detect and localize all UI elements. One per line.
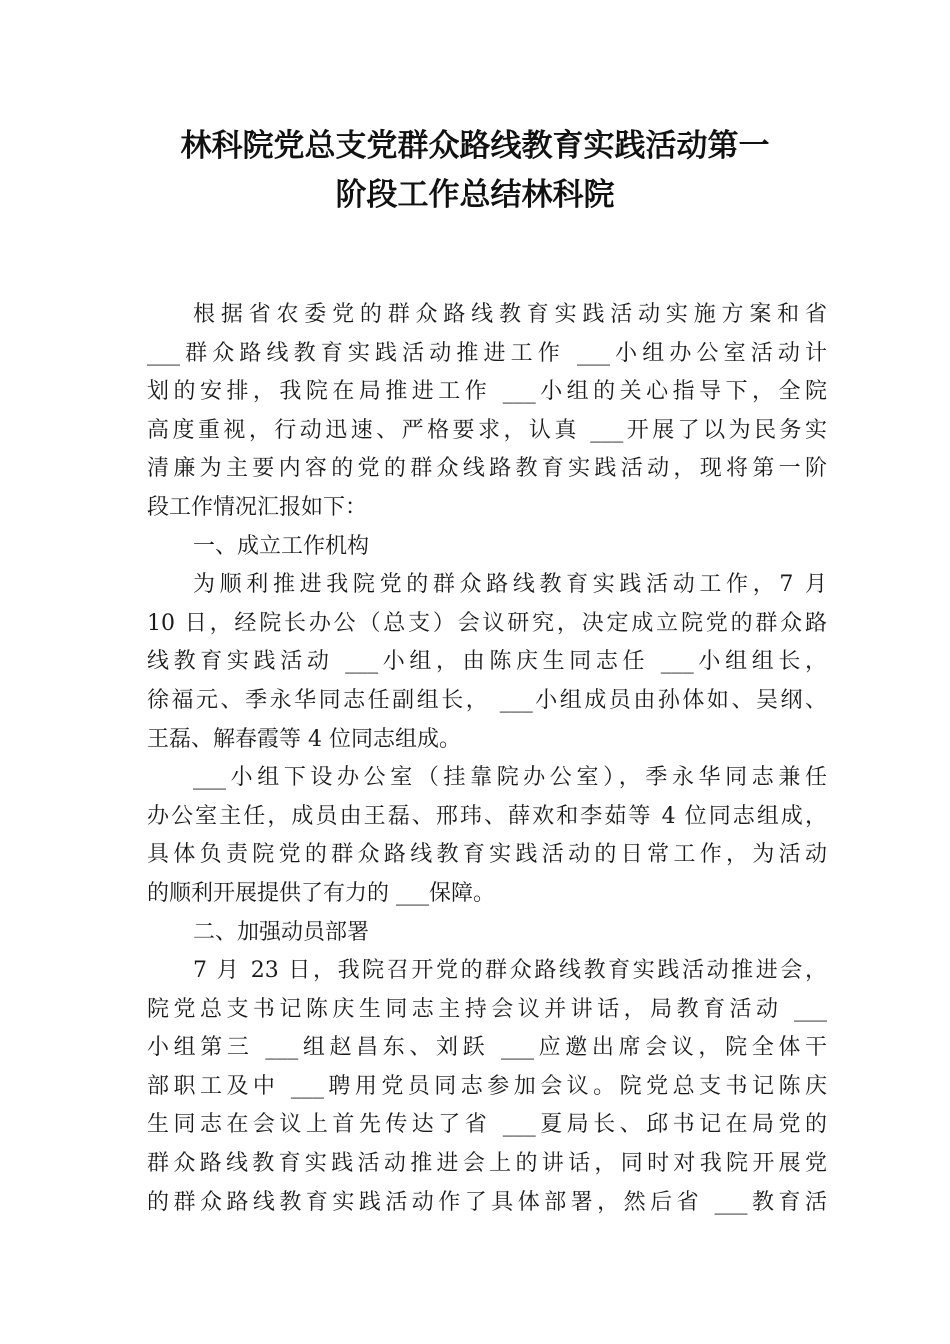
body-line: 清廉为主要内容的党的群众线路教育实践活动，现将第一阶 [147,456,827,482]
body-line: 一、成立工作机构 [193,533,370,559]
body-line: 10 日，经院长办公（总支）会议研究，决定成立院党的群众路 [147,610,827,636]
body-line: 群众路线教育实践活动推进会上的讲话，同时对我院开展党 [147,1151,827,1177]
document-title-line-2: 阶段工作总结林科院 [335,177,615,213]
body-line: 二、加强动员部署 [193,919,370,945]
body-line: 具体负责院党的群众路线教育实践活动的日常工作，为活动 [147,842,827,868]
body-line: 徐福元、季永华同志任副组长， ___小组成员由孙体如、吴纲、 [147,687,827,713]
body-line: 高度重视，行动迅速、严格要求，认真 ___开展了以为民务实 [147,417,827,443]
body-line: 7 月 23 日，我院召开党的群众路线教育实践活动推进会， [193,958,827,984]
body-line: 院党总支书记陈庆生同志主持会议并讲话，局教育活动 ___ [147,996,827,1022]
body-line: 的顺利开展提供了有力的 ___保障。 [147,880,495,906]
body-line: 段工作情况汇报如下： [147,494,368,520]
body-line: 划的安排，我院在局推进工作 ___小组的关心指导下，全院 [147,379,827,405]
body-line: 部职工及中 ___聘用党员同志参加会议。院党总支书记陈庆 [147,1073,827,1099]
document-body [147,296,827,1222]
body-line: ___群众路线教育实践活动推进工作 ___小组办公室活动计 [147,340,827,366]
body-line: 线教育实践活动 ___小组，由陈庆生同志任 ___小组组长， [147,649,827,675]
body-line: 根据省农委党的群众路线教育实践活动实施方案和省 [193,302,827,327]
body-line: 的群众路线教育实践活动作了具体部署，然后省 ___教育活 [147,1189,827,1215]
document-title-line-1: 林科院党总支党群众路线教育实践活动第一 [180,128,770,164]
body-line: ___小组下设办公室（挂靠院办公室），季永华同志兼任 [193,765,827,791]
body-line: 王磊、解春霞等 4 位同志组成。 [147,726,461,752]
body-line: 办公室主任，成员由王磊、邢玮、薛欢和李茹等 4 位同志组成， [147,803,827,829]
body-line: 为顺利推进我院党的群众路线教育实践活动工作，7 月 [193,572,827,598]
body-line: 小组第三 ___组赵昌东、刘跃 ___应邀出席会议，院全体干 [147,1035,827,1061]
body-line: 生同志在会议上首先传达了省 ___夏局长、邱书记在局党的 [147,1112,827,1138]
